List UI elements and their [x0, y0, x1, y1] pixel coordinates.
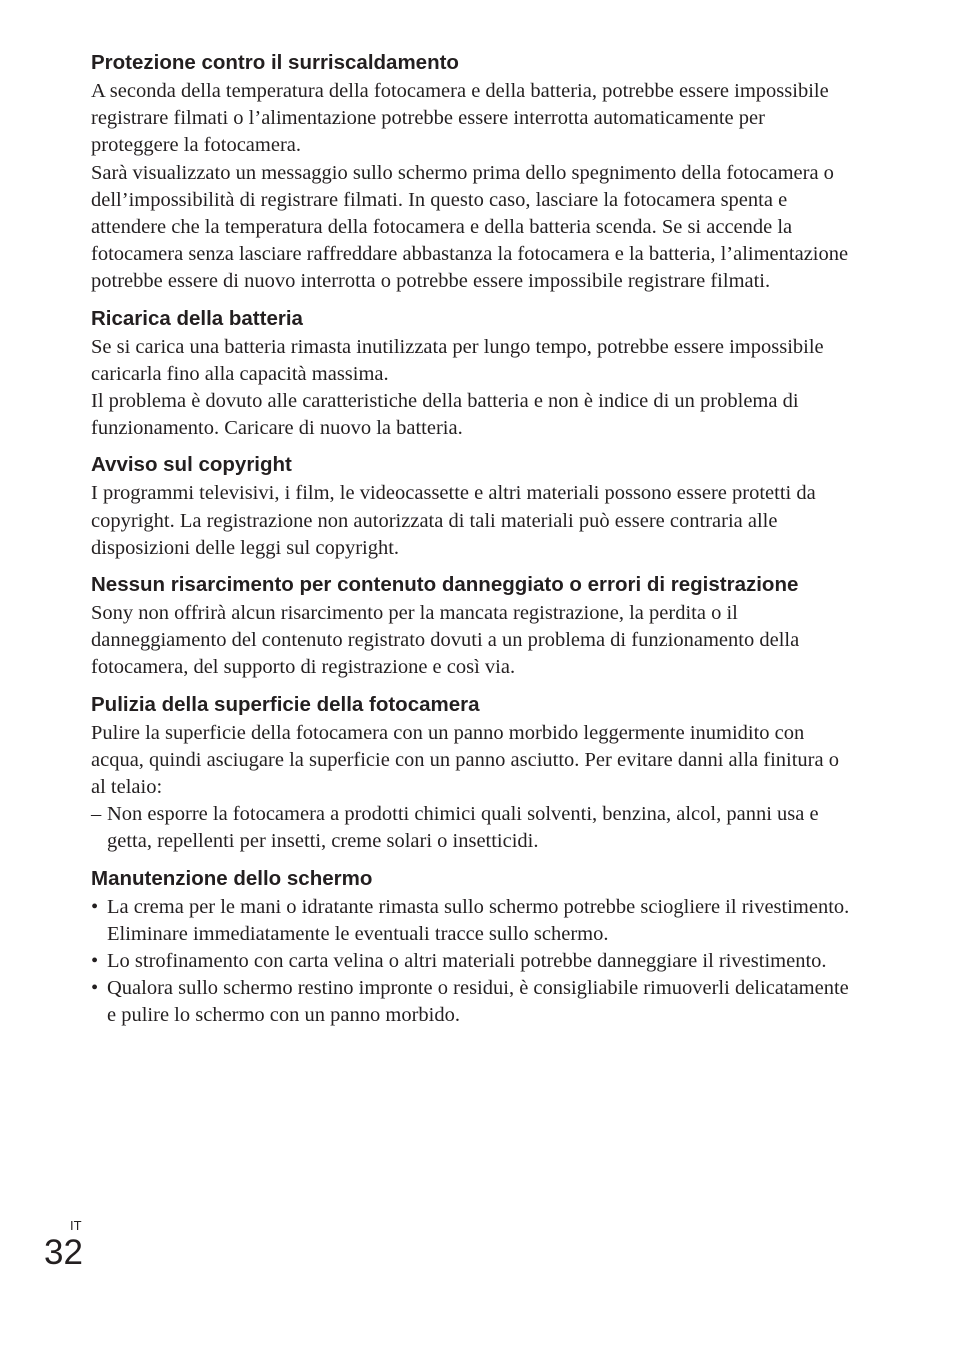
section-paragraph: Se si carica una batteria rimasta inutilizzata per lungo tempo, potrebbe essere impossibile caricarla fino alla capacità massima.	[91, 335, 824, 385]
section-heading: Ricarica della batteria	[91, 306, 303, 330]
bullet-marker: •	[91, 950, 99, 973]
section-no-compensation	[91, 570, 851, 682]
bullet-list-item	[91, 894, 851, 948]
section-paragraph: Sony non offrirà alcun risarcimento per la mancata registrazione, la perdita o il danneggiamento del contenuto registrato dovuti a un problema di funzionamento della fotocamera, del supporto di registrazione e così via.	[91, 602, 800, 679]
section-heading: Pulizia della superficie della fotocamera	[91, 692, 480, 716]
section-heading: Protezione contro il surriscaldamento	[91, 51, 459, 74]
dash-marker: –	[91, 803, 102, 826]
section-paragraph: Pulire la superficie della fotocamera con un panno morbido leggermente inumidito con acqua, quindi asciugare la superficie con un panno asciutto. Per evitare danni alla finitura o al telaio:	[91, 721, 839, 799]
list-item-text: Non esporre la fotocamera a prodotti chimici quali solventi, benzina, alcol, panni usa e getta, repellenti per insetti, creme solari o insetticidi.	[107, 803, 819, 853]
list-item-text: Lo strofinamento con carta velina o altri materiali potrebbe danneggiare il rivestimento.	[107, 950, 827, 973]
section-heading: Avviso sul copyright	[91, 453, 292, 477]
bullet-list-item	[91, 975, 851, 1029]
bullet-list-item	[91, 948, 851, 975]
section-copyright-notice	[91, 450, 851, 562]
page-language-label: IT	[70, 1218, 82, 1233]
section-overheat-protection	[91, 48, 851, 296]
section-heading: Nessun risarcimento per contenuto danneggiato o errori di registrazione	[91, 573, 799, 597]
section-paragraph: Sarà visualizzato un messaggio sullo schermo prima dello spegnimento della fotocamera o dell’impossibilità di registrare filmati. In questo caso, lasciare la fotocamera spenta e attendere che la temperatura della fotocamera e della batteria scenda. Se si accende la fotocamera senza lasciare raffreddare abbastanza la fotocamera e la batteria, l’alimentazione potrebbe essere di nuovo interrotta o potrebbe essere impossibile registrare filmati.	[91, 161, 849, 293]
page-number: 32	[44, 1233, 83, 1272]
section-paragraph: Il problema è dovuto alle caratteristiche della batteria e non è indice di un problema di funzionamento. Caricare di nuovo la batteria.	[91, 390, 799, 440]
list-item-text: La crema per le mani o idratante rimasta sullo schermo potrebbe sciogliere il rivestimento. Eliminare immediatamente le eventuali tracce sullo schermo.	[107, 895, 850, 945]
section-camera-cleaning	[91, 690, 851, 856]
section-heading: Manutenzione dello schermo	[91, 866, 373, 890]
list-item-text: Qualora sullo schermo restino impronte o residui, è consigliabile rimuoverli delicatamente e pulire lo schermo con un panno morbido.	[107, 977, 849, 1027]
section-battery-charging	[91, 304, 851, 443]
bullet-marker: •	[91, 895, 99, 918]
document-body	[91, 48, 851, 1030]
bullet-marker: •	[91, 977, 99, 1000]
section-paragraph: I programmi televisivi, i film, le videocassette e altri materiali possono essere protetti da copyright. La registrazione non autorizzata di tali materiali può essere contraria alle disposizioni delle leggi sul copyright.	[91, 482, 816, 559]
section-screen-maintenance	[91, 864, 851, 1030]
section-paragraph: A seconda della temperatura della fotocamera e della batteria, potrebbe essere impossibile registrare filmati o l’alimentazione potrebbe essere interrotta automaticamente per proteggere la fotocamera.	[91, 80, 829, 157]
dash-list-item	[91, 801, 851, 855]
